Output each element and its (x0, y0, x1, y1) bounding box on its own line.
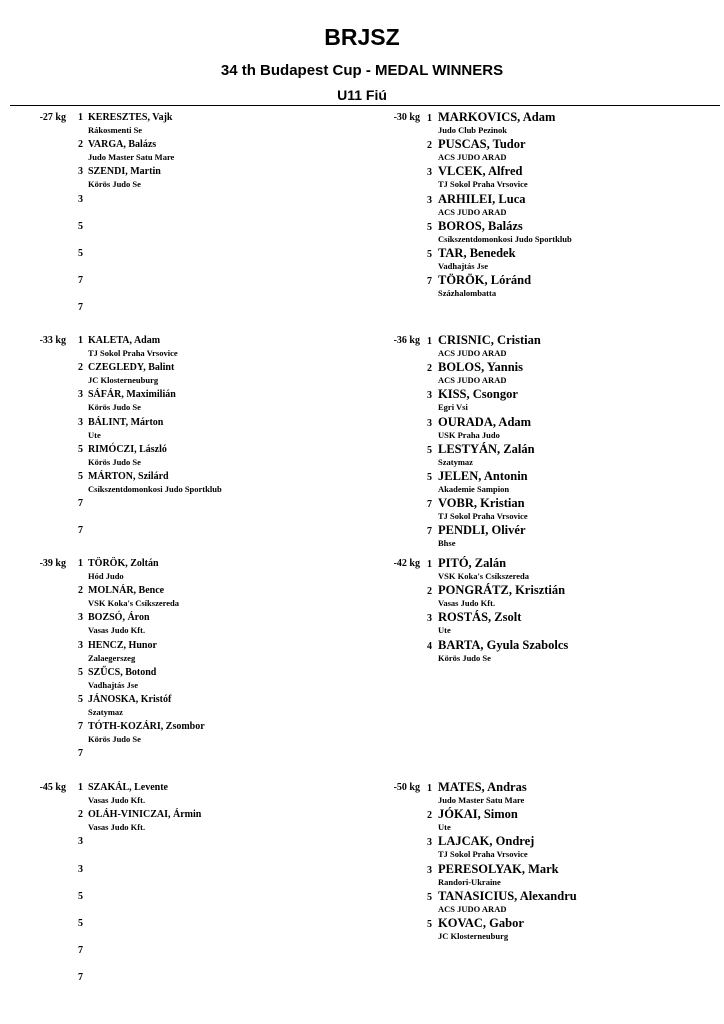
club-name: USK Praha Judo (438, 429, 500, 440)
place-number: 2 (78, 809, 83, 821)
athlete-name: KERESZTES, Vajk (88, 112, 173, 123)
organization-title: BRJSZ (324, 24, 400, 50)
place-number: 1 (427, 559, 432, 570)
club-name: ACS JUDO ARAD (438, 348, 507, 358)
place-number: 7 (78, 972, 83, 984)
club-name: Csíkszentdomonkosi Judo Sportklub (438, 233, 572, 244)
weight-class-label: -42 kg (393, 558, 420, 569)
place-number: 2 (78, 585, 83, 597)
club-name: Judo Master Satu Mare (438, 795, 525, 805)
athlete-name: BOZSÓ, Áron (88, 612, 150, 624)
athlete-name: BOLOS, Yannis (438, 360, 523, 375)
club-name: Rákosmenti Se (88, 125, 143, 135)
club-name: Körös Judo Se (88, 456, 141, 467)
athlete-name: VOBR, Kristian (438, 496, 525, 511)
athlete-name: TANASICIUS, Alexandru (438, 888, 577, 903)
club-name: Körös Judo Se (438, 652, 491, 663)
place-number: 5 (78, 890, 83, 902)
athlete-name: BOROS, Balázs (438, 218, 523, 233)
place-number: 3 (78, 166, 83, 178)
club-name: ACS JUDO ARAD (438, 375, 507, 386)
place-number: 3 (78, 193, 83, 205)
weight-class-label: -33 kg (39, 335, 66, 346)
club-name: Vasas Judo Kft. (88, 822, 146, 833)
athlete-name: HENCZ, Hunor (88, 639, 157, 651)
place-number: 7 (427, 499, 432, 511)
weight-class-label: -30 kg (393, 112, 420, 123)
athlete-name: TÓTH-KOZÁRI, Zsombor (88, 721, 205, 733)
athlete-name: TÖRÖK, Zoltán (88, 558, 159, 569)
club-name: Akademie Sampion (438, 484, 510, 494)
club-name: Szatymaz (88, 707, 123, 717)
athlete-name: SZENDI, Martin (88, 166, 161, 178)
club-name: Hód Judo (88, 571, 124, 581)
place-number: 3 (78, 416, 83, 428)
place-number: 3 (78, 863, 83, 875)
place-number: 1 (78, 112, 83, 123)
club-name: Ute (88, 429, 101, 440)
athlete-name: LESTYÁN, Zalán (438, 441, 535, 456)
club-name: Bhse (438, 538, 456, 549)
weight-class-label: -39 kg (39, 558, 66, 569)
place-number: 2 (78, 362, 83, 374)
athlete-name: RIMÓCZI, László (88, 443, 167, 455)
athlete-name: JELEN, Antonin (438, 469, 528, 483)
club-name: TJ Sokol Praha Vrsovice (438, 179, 528, 190)
place-number: 7 (78, 721, 83, 733)
place-number: 2 (427, 140, 432, 152)
place-number: 5 (78, 666, 83, 678)
place-number: 3 (427, 864, 432, 876)
place-number: 7 (78, 275, 83, 287)
place-number: 5 (78, 918, 83, 929)
place-number: 1 (78, 782, 83, 793)
place-number: 5 (78, 694, 83, 705)
club-name: Judo Master Satu Mare (88, 152, 175, 163)
place-number: 5 (427, 221, 432, 233)
club-name: Vadhajtás Jse (88, 679, 138, 690)
club-name: Csíkszentdomonkosi Judo Sportklub (88, 484, 222, 494)
club-name: Vasas Judo Kft. (88, 795, 146, 805)
place-number: 7 (427, 276, 432, 288)
club-name: Randori-Ukraine (438, 876, 501, 887)
athlete-name: JÓKAI, Simon (438, 807, 518, 822)
club-name: Ute (438, 822, 451, 833)
club-name: Egri Vsi (438, 402, 468, 413)
place-number: 3 (78, 389, 83, 401)
athlete-name: JÁNOSKA, Kristóf (88, 694, 172, 705)
club-name: ACS JUDO ARAD (438, 903, 507, 914)
place-number: 7 (78, 498, 83, 510)
club-name: ACS JUDO ARAD (438, 152, 507, 163)
place-number: 1 (78, 335, 83, 346)
place-number: 2 (427, 586, 432, 598)
category-title: U11 Fiú (337, 87, 387, 103)
athlete-name: OLÁH-VINICZAI, Ármin (88, 809, 202, 821)
club-name: JC Klosterneuburg (438, 931, 509, 941)
athlete-name: SZAKÁL, Levente (88, 782, 168, 793)
club-name: TJ Sokol Praha Vrsovice (88, 348, 178, 358)
club-name: Körös Judo Se (88, 179, 141, 190)
athlete-name: PUSCAS, Tudor (438, 137, 526, 152)
athlete-name: ARHILEI, Luca (438, 191, 526, 206)
club-name: VSK Koka's Csíkszereda (438, 571, 529, 581)
athlete-name: MÁRTON, Szilárd (88, 471, 169, 482)
athlete-name: OURADA, Adam (438, 414, 532, 429)
athlete-name: SÁFÁR, Maximilián (88, 389, 176, 401)
place-number: 7 (78, 945, 83, 957)
club-name: ACS JUDO ARAD (438, 206, 507, 217)
place-number: 7 (78, 748, 83, 760)
club-name: Zalaegerszeg (88, 652, 136, 663)
athlete-name: PONGRÁTZ, Krisztián (438, 583, 566, 598)
place-number: 3 (78, 836, 83, 848)
weight-class-label: -27 kg (39, 112, 66, 123)
weight-class-label: -50 kg (393, 782, 420, 793)
place-number: 2 (78, 139, 83, 151)
club-name: TJ Sokol Praha Vrsovice (438, 849, 528, 860)
club-name: Százhalombatta (438, 288, 497, 299)
place-number: 5 (78, 443, 83, 455)
athlete-name: MOLNÁR, Bence (88, 585, 165, 597)
athlete-name: MARKOVICS, Adam (438, 110, 556, 124)
place-number: 3 (427, 390, 432, 402)
place-number: 1 (427, 113, 432, 124)
athlete-name: VLCEK, Alfred (438, 164, 523, 179)
place-number: 3 (427, 613, 432, 625)
place-number: 5 (78, 220, 83, 232)
club-name: Körös Judo Se (88, 402, 141, 413)
place-number: 4 (427, 640, 432, 652)
header-divider (10, 105, 720, 106)
place-number: 5 (427, 472, 432, 483)
place-number: 5 (427, 444, 432, 456)
weight-class-label: -45 kg (39, 782, 66, 793)
place-number: 2 (427, 810, 432, 822)
athlete-name: TÖRÖK, Lóránd (438, 273, 532, 288)
event-title: 34 th Budapest Cup - MEDAL WINNERS (220, 62, 504, 79)
weight-class-label: -36 kg (393, 335, 420, 346)
place-number: 2 (427, 363, 432, 375)
place-number: 3 (427, 417, 432, 429)
club-name: Ute (438, 625, 451, 636)
athlete-name: CRISNIC, Cristian (438, 333, 541, 347)
place-number: 7 (427, 526, 432, 538)
athlete-name: TAR, Benedek (438, 246, 516, 260)
club-name: Vasas Judo Kft. (438, 598, 496, 609)
club-name: Körös Judo Se (88, 734, 141, 745)
athlete-name: KISS, Csongor (438, 387, 518, 402)
place-number: 3 (427, 194, 432, 206)
athlete-name: BARTA, Gyula Szabolcs (438, 637, 569, 652)
club-name: JC Klosterneuburg (88, 375, 159, 386)
athlete-name: MATES, Andras (438, 780, 527, 794)
club-name: Vasas Judo Kft. (88, 625, 146, 636)
club-name: Judo Club Pezinok (438, 125, 507, 135)
club-name: Szatymaz (438, 456, 473, 467)
athlete-name: BÁLINT, Márton (88, 416, 164, 428)
athlete-name: KOVAC, Gabor (438, 916, 524, 930)
athlete-name: PERESOLYAK, Mark (438, 861, 559, 876)
athlete-name: VARGA, Balázs (88, 139, 157, 151)
place-number: 1 (427, 336, 432, 347)
club-name: VSK Koka's Csíkszereda (88, 598, 179, 609)
club-name: TJ Sokol Praha Vrsovice (438, 511, 528, 522)
place-number: 5 (427, 919, 432, 930)
athlete-name: PITÓ, Zalán (438, 556, 507, 570)
athlete-name: LAJCAK, Ondrej (438, 834, 535, 849)
athlete-name: SZŰCS, Botond (88, 666, 157, 678)
athlete-name: KALETA, Adam (88, 335, 161, 346)
place-number: 3 (78, 639, 83, 651)
athlete-name: PENDLI, Olivér (438, 523, 526, 538)
place-number: 5 (78, 248, 83, 259)
place-number: 5 (427, 249, 432, 260)
athlete-name: CZEGLEDY, Balint (88, 362, 175, 374)
athlete-name: ROSTÁS, Zsolt (438, 610, 522, 625)
place-number: 5 (78, 471, 83, 482)
club-name: Vadhajtás Jse (438, 261, 488, 271)
place-number: 1 (427, 783, 432, 794)
place-number: 5 (427, 891, 432, 903)
place-number: 3 (427, 167, 432, 179)
place-number: 3 (78, 612, 83, 624)
place-number: 1 (78, 558, 83, 569)
place-number: 7 (78, 302, 83, 314)
place-number: 7 (78, 525, 83, 537)
place-number: 3 (427, 837, 432, 849)
